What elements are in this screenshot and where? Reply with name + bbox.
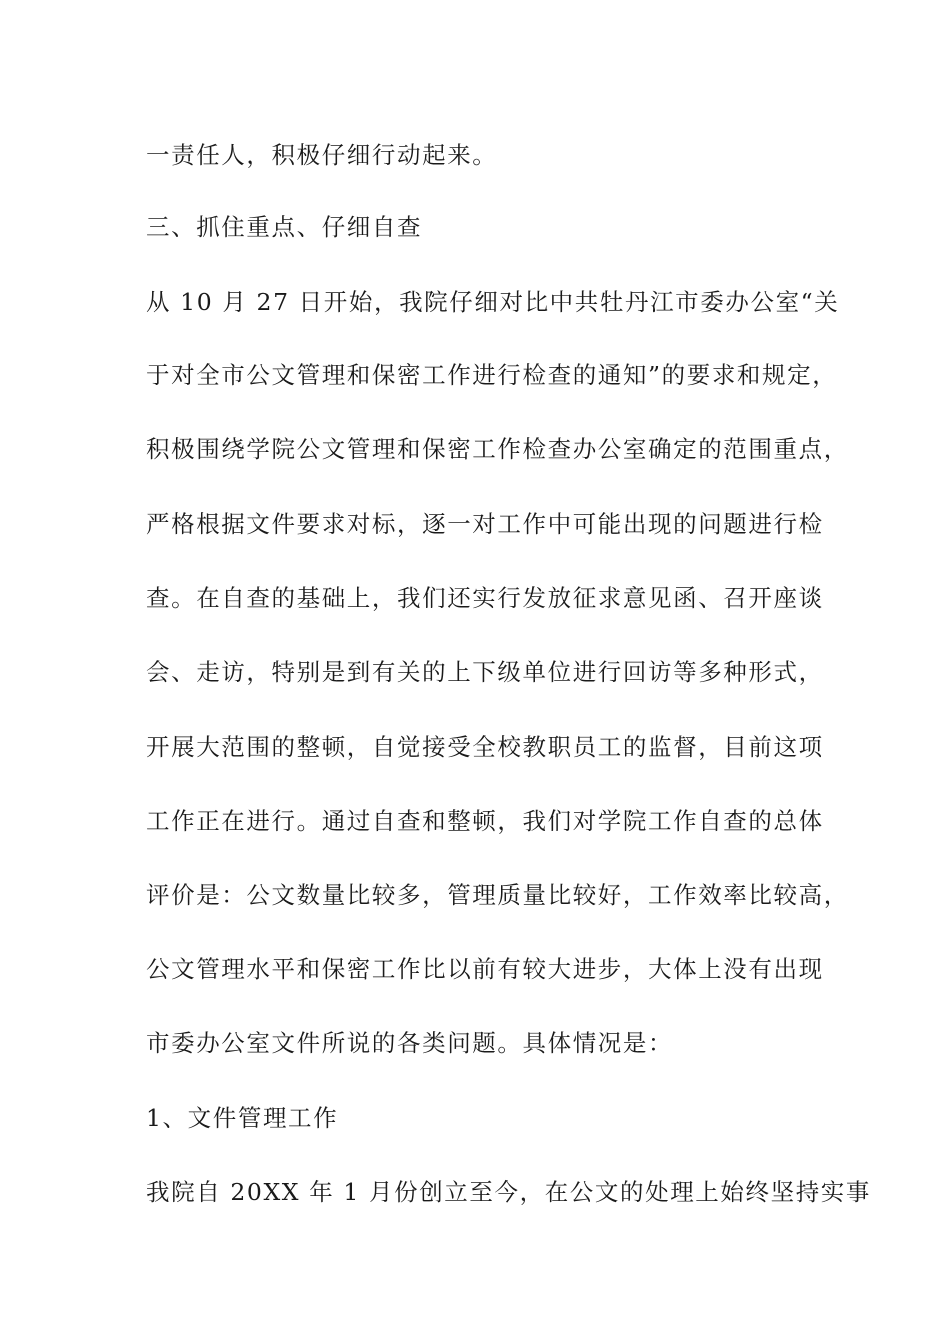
body-text-line: 会、走访，特别是到有关的上下级单位进行回访等多种形式， <box>146 658 824 686</box>
body-text-line: 查。在自查的基础上，我们还实行发放征求意见函、召开座谈 <box>146 584 824 612</box>
body-text-line: 市委办公室文件所说的各类问题。具体情况是： <box>146 1029 674 1057</box>
section-heading: 三、抓住重点、仔细自查 <box>146 213 423 241</box>
body-text-line: 于对全市公文管理和保密工作进行检查的通知”的要求和规定， <box>146 361 838 389</box>
body-text-line: 我院自 20XX 年 1 月份创立至今，在公文的处理上始终坚持实事 <box>146 1178 871 1206</box>
body-text-line: 开展大范围的整顿，自觉接受全校教职员工的监督，目前这项 <box>146 733 824 761</box>
body-text-line: 严格根据文件要求对标，逐一对工作中可能出现的问题进行检 <box>146 510 824 538</box>
body-text-line: 评价是：公文数量比较多，管理质量比较好，工作效率比较高， <box>146 881 849 909</box>
body-text-line: 从 10 月 27 日开始，我院仔细对比中共牡丹江市委办公室“关 <box>146 288 840 316</box>
body-text-line: 积极围绕学院公文管理和保密工作检查办公室确定的范围重点， <box>146 435 849 463</box>
body-text-line: 工作正在进行。通过自查和整顿，我们对学院工作自查的总体 <box>146 807 824 835</box>
body-text-line: 一责任人，积极仔细行动起来。 <box>146 141 498 169</box>
body-text-line: 公文管理水平和保密工作比以前有较大进步，大体上没有出现 <box>146 955 824 983</box>
subsection-heading: 1、文件管理工作 <box>146 1104 339 1132</box>
